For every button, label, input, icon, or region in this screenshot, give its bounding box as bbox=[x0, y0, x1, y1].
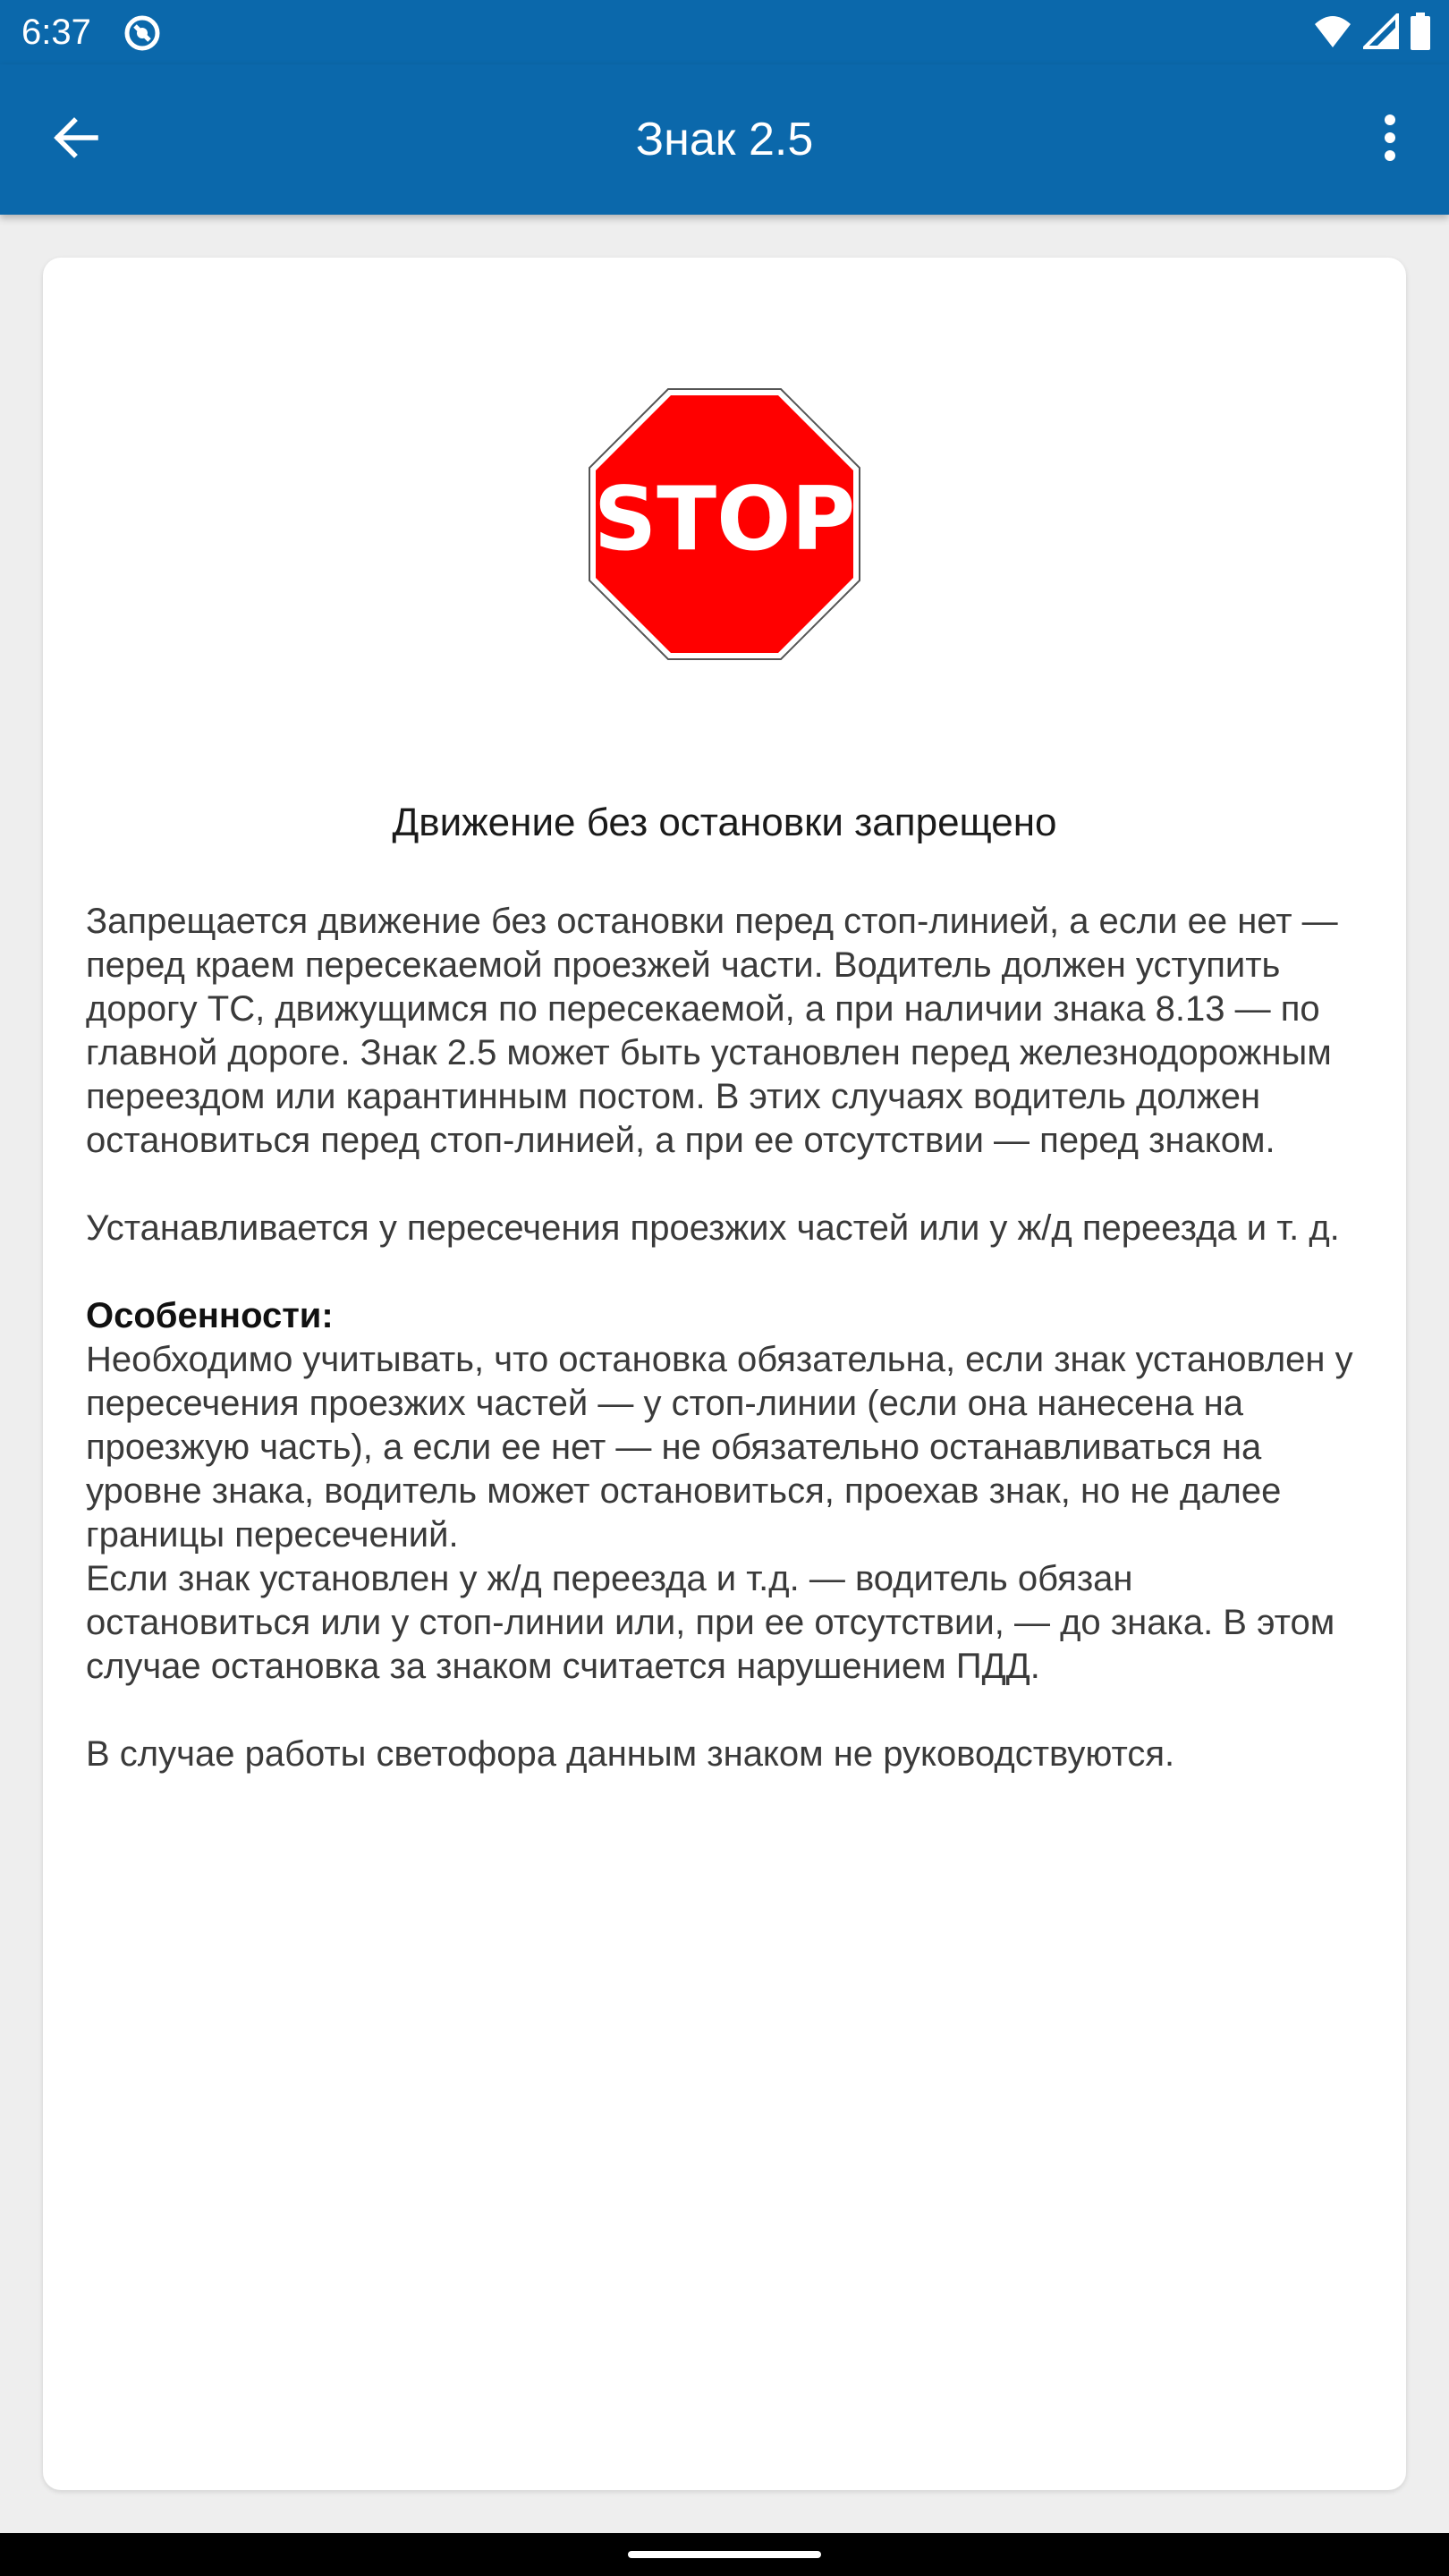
arrow-back-icon bbox=[51, 114, 99, 166]
status-icons bbox=[1313, 13, 1431, 54]
more-vert-icon bbox=[1381, 114, 1399, 166]
page-title: Знак 2.5 bbox=[635, 114, 814, 165]
features-text: Необходимо учитывать, что остановка обязательна, если знак установлен у пересечения проезжих частей — у стоп-линии (если она нанесена на проезжую часть), а если ее нет — не обязательно останавливаться на уровне знака, водитель может остановиться, проехав знак, но не далее границы пересечений. bbox=[86, 1340, 1353, 1555]
signal-icon bbox=[1363, 13, 1399, 54]
wifi-icon bbox=[1313, 13, 1352, 54]
home-indicator[interactable] bbox=[628, 2551, 821, 2558]
description-paragraph: Устанавливается у пересечения проезжих частей или у ж/д переезда и т. д. bbox=[86, 1208, 1340, 1248]
status-bar bbox=[0, 0, 1449, 64]
stop-sign-text: STOP bbox=[593, 469, 856, 571]
app-bar bbox=[0, 64, 1449, 215]
stop-sign-image bbox=[589, 388, 860, 660]
battery-icon bbox=[1410, 13, 1431, 55]
more-options-button[interactable] bbox=[1352, 102, 1428, 177]
description-paragraph: В случае работы светофора данным знаком не руководствуются. bbox=[86, 1734, 1175, 1774]
features-heading: Особенности: bbox=[86, 1296, 334, 1335]
status-time: 6:37 bbox=[21, 13, 91, 52]
back-button[interactable] bbox=[38, 102, 113, 177]
sign-description bbox=[86, 900, 1365, 1820]
app-notification-icon bbox=[122, 13, 163, 54]
features-section bbox=[86, 1294, 1365, 1689]
description-paragraph: Запрещается движение без остановки перед стоп-линией, а если ее нет — перед краем пересекаемой проезжей части. Водитель должен уступить дорогу ТС, движущимся по пересекаемой, а при наличии знака 8.13 — по главной дороге. Знак 2.5 может быть установлен перед железнодорожным переездом или карантинным постом. В этих случаях водитель должен остановиться перед стоп-линией, а при ее отсутствии — перед знаком. bbox=[86, 902, 1338, 1160]
sign-title: Движение без остановки запрещено bbox=[392, 801, 1057, 844]
features-text: Если знак установлен у ж/д переезда и т.д. — водитель обязан остановиться или у стоп-линии или, при ее отсутствии, — до знака. В этом случае остановка за знаком считается нарушением ПДД. bbox=[86, 1559, 1335, 1686]
navigation-bar bbox=[0, 2533, 1449, 2576]
sign-card bbox=[43, 258, 1406, 2490]
